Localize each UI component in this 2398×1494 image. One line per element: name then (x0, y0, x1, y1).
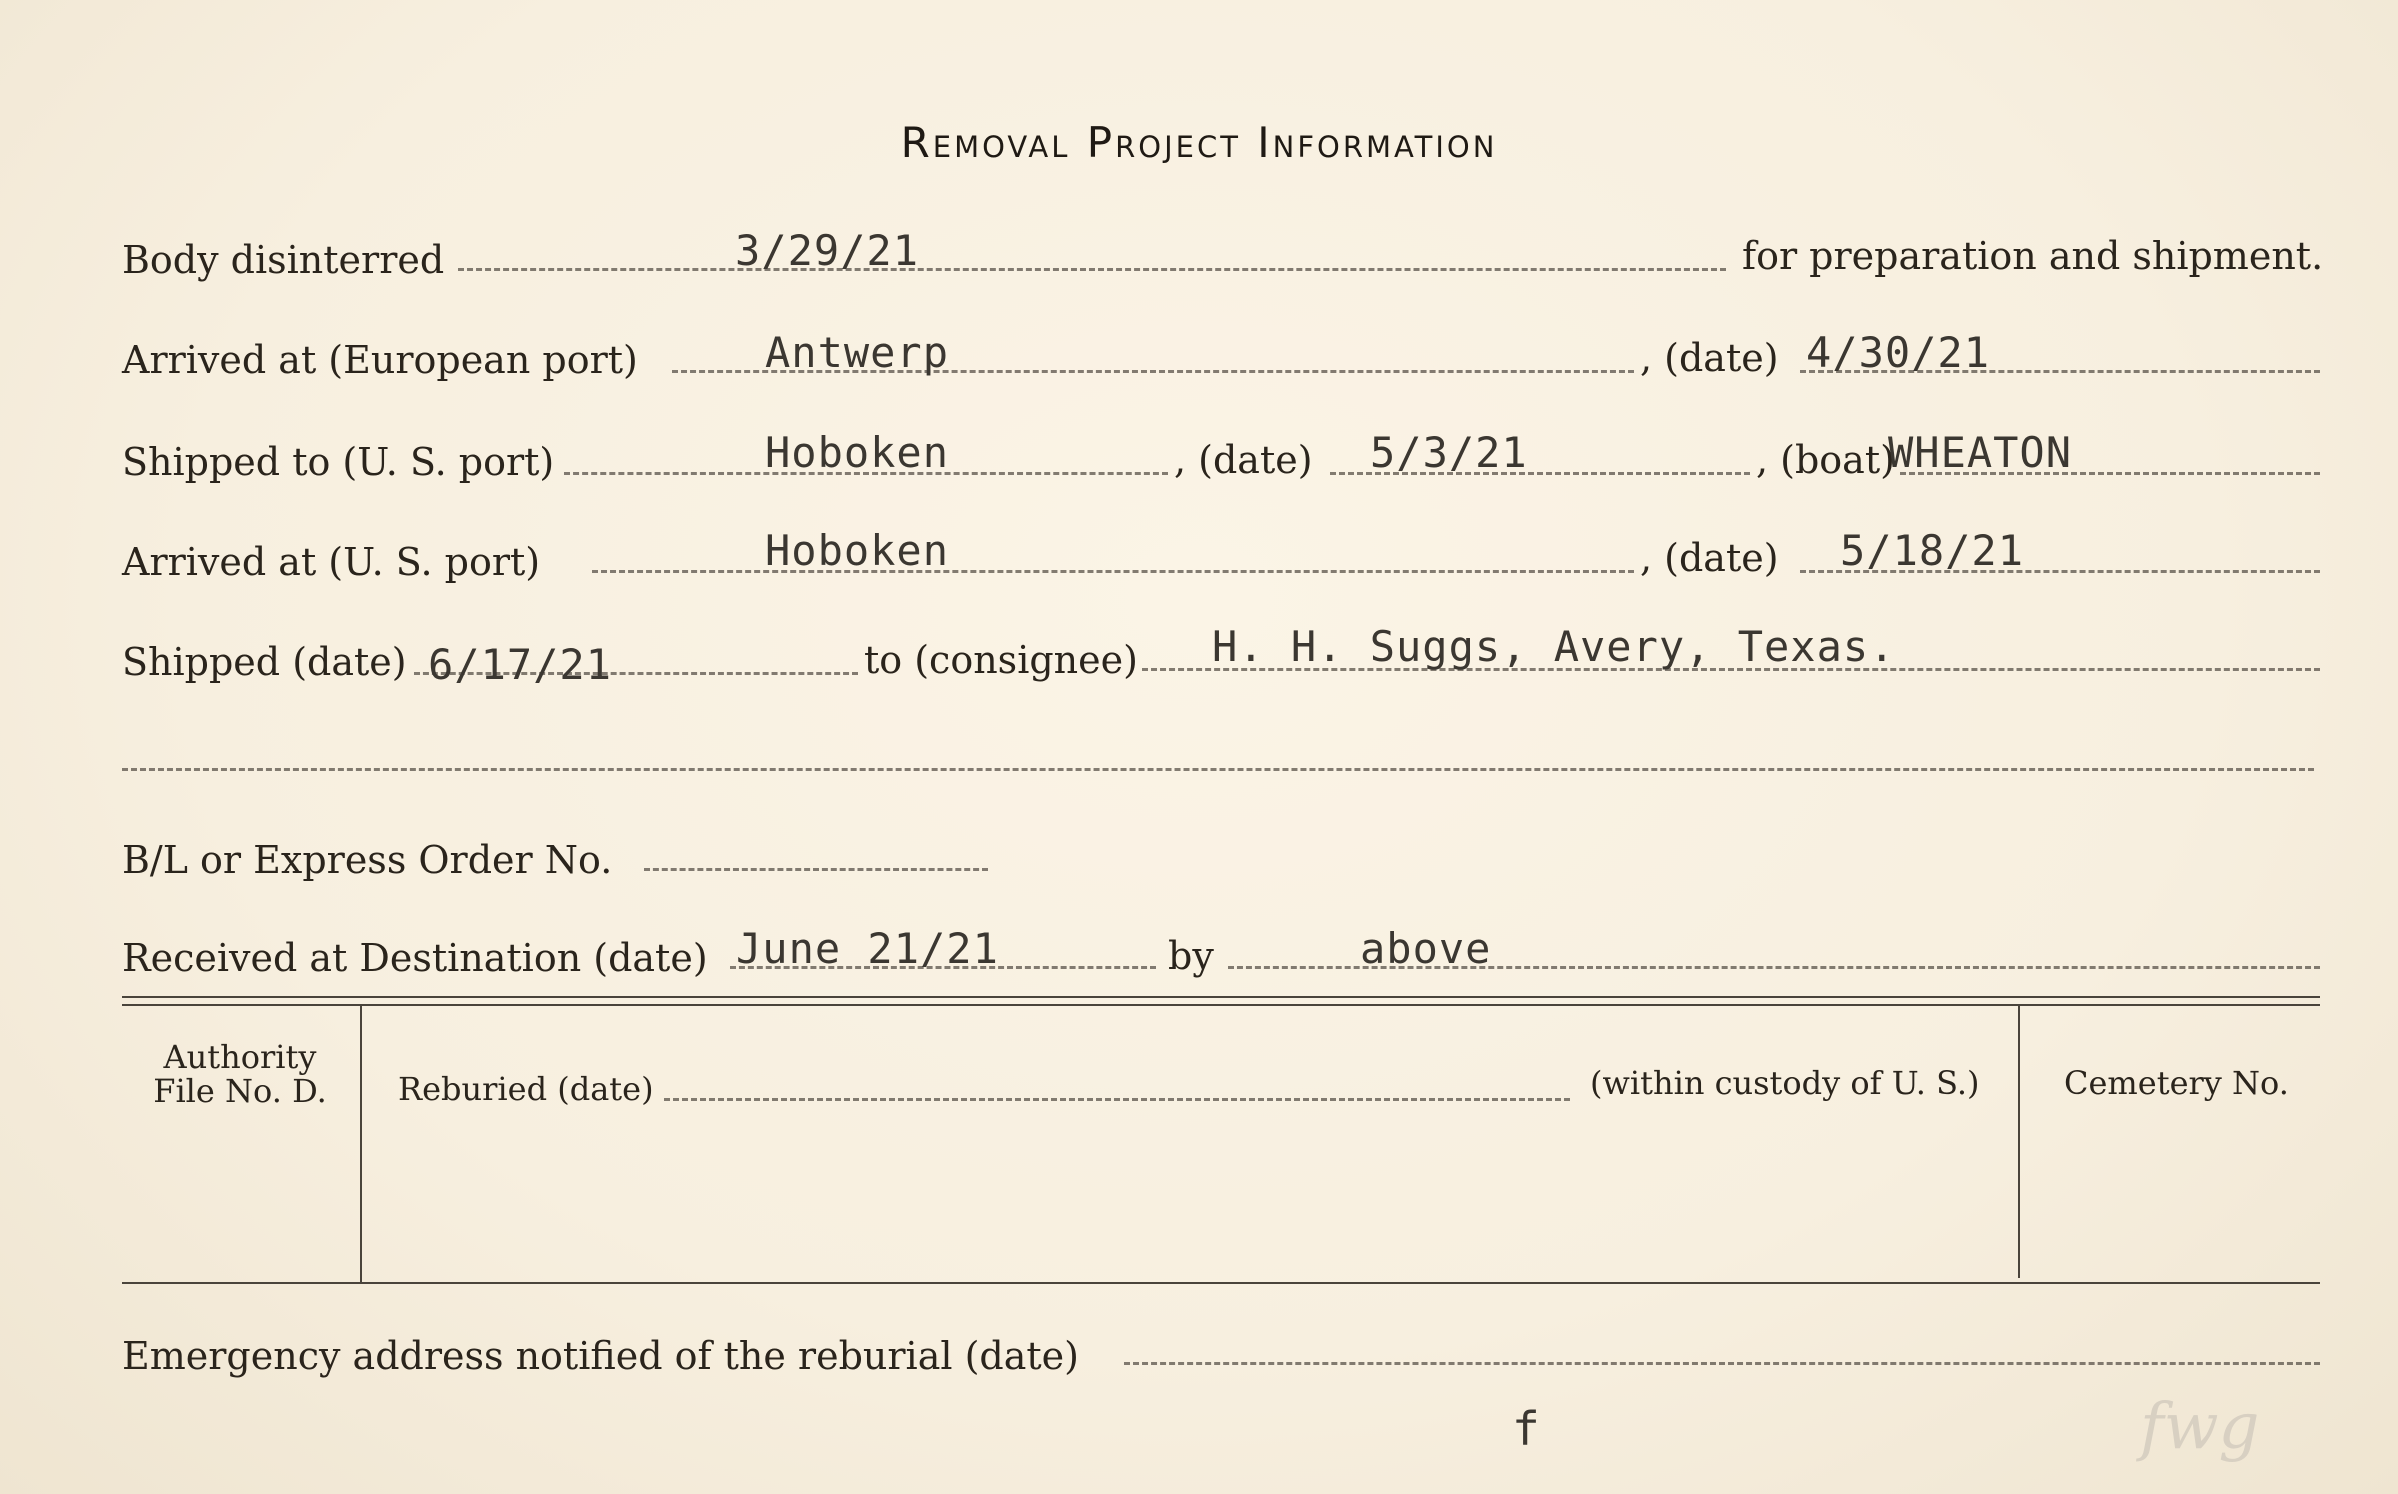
bl-express-order-line (644, 868, 988, 871)
arrived-european-port-label: Arrived at (European port) (122, 338, 638, 382)
arrived-us-port-value: Hoboken (765, 526, 950, 575)
received-by-value: above (1360, 924, 1492, 973)
arrived-european-date-label: , (date) (1640, 336, 1779, 380)
received-destination-label: Received at Destination (date) (122, 936, 708, 980)
emergency-address-line (1124, 1362, 2320, 1365)
bl-express-order-label: B/L or Express Order No. (122, 838, 613, 882)
arrived-european-date-value: 4/30/21 (1806, 328, 1991, 377)
footer-typed-mark: f (1512, 1402, 1541, 1456)
shipped-us-port-value: Hoboken (765, 428, 950, 477)
arrived-us-date-label: , (date) (1640, 536, 1779, 580)
arrived-us-port-line (592, 570, 1634, 573)
consignee-value: H. H. Suggs, Avery, Texas. (1212, 622, 1896, 671)
shipped-us-port-label: Shipped to (U. S. port) (122, 440, 555, 484)
reburied-date-label: Reburied (date) (398, 1070, 654, 1108)
body-disinterred-line (458, 268, 1726, 271)
within-custody-label: (within custody of U. S.) (1590, 1064, 1980, 1102)
arrived-us-port-label: Arrived at (U. S. port) (122, 540, 541, 584)
shipped-date-label: Shipped (date) (122, 640, 407, 684)
cemetery-no-label: Cemetery No. (2064, 1064, 2289, 1102)
emergency-address-label: Emergency address notified of the reburial (date) (122, 1334, 1079, 1378)
table-divider-left (360, 1006, 362, 1282)
table-top-rule-1 (122, 996, 2320, 998)
shipped-date-value: 6/17/21 (428, 640, 613, 689)
table-bottom-rule (122, 1282, 2320, 1284)
reburied-date-line (664, 1098, 1570, 1101)
received-by-label: by (1168, 934, 1214, 978)
arrived-european-port-value: Antwerp (765, 328, 950, 377)
table-divider-right (2018, 1006, 2020, 1278)
consignee-label: to (consignee) (864, 638, 1138, 682)
shipped-us-date-label: , (date) (1174, 438, 1313, 482)
shipped-us-boat-label: , (boat) (1756, 438, 1895, 482)
received-destination-value: June 21/21 (736, 924, 999, 973)
card-title: Removal Project Information (900, 118, 1498, 167)
pencil-note: fwg (2140, 1390, 2260, 1464)
shipped-us-date-value: 5/3/21 (1370, 428, 1528, 477)
shipped-us-boat-value: WHEATON (1888, 428, 2073, 477)
blank-line (122, 768, 2314, 771)
preparation-shipment-label: for preparation and shipment. (1742, 234, 2324, 278)
body-disinterred-value: 3/29/21 (735, 226, 920, 275)
authority-label-line2: File No. D. (153, 1072, 327, 1110)
body-disinterred-label: Body disinterred (122, 238, 445, 282)
authority-label-line1: Authority (163, 1038, 317, 1076)
arrived-us-date-value: 5/18/21 (1840, 526, 2025, 575)
table-top-rule-2 (122, 1004, 2320, 1006)
